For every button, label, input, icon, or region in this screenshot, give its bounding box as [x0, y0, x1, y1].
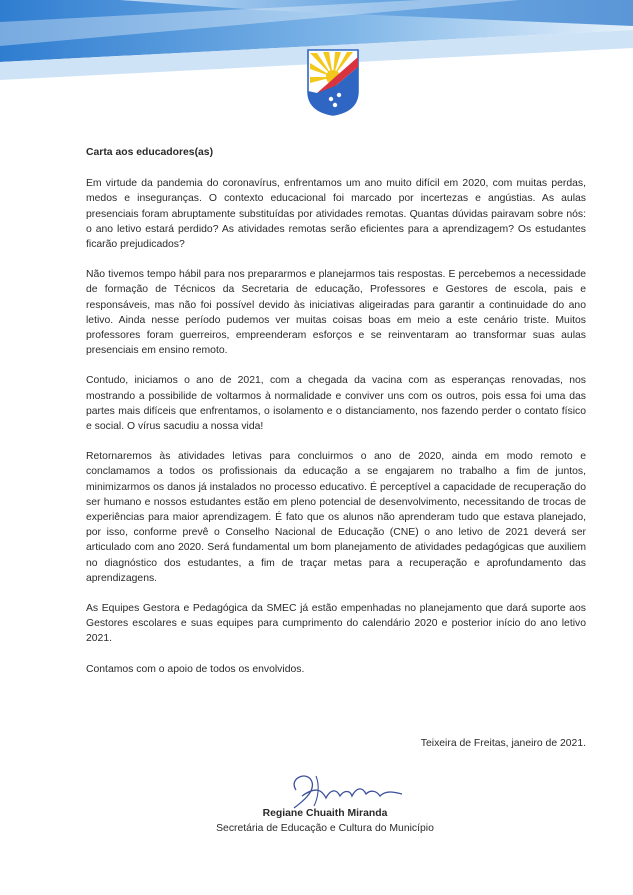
- paragraph-smec-teams: As Equipes Gestora e Pedagógica da SMEC já estão empenhadas no planejamento que dará suporte aos Gestores escolares e suas equipes para cumprimento do calendário 2020 e posterior início do ano letivo 2021.: [86, 603, 586, 645]
- paragraph-pandemic: Em virtude da pandemia do coronavírus, enfrentamos um ano muito difícil em 2020, com muitas perdas, medos e inseguranças. O contexto educacional foi marcado por incertezas e angústias. As aulas presenciais foram abruptamente substituídas por atividades remotas. Quantas dúvidas pairavam sobre nós: o ano letivo estará perdido? As atividades remotas serão eficientes para a aprendizagem? Os estudantes ficarão prejudicados?: [86, 178, 586, 251]
- municipal-crest-icon: [305, 47, 361, 117]
- letter-date: Teixeira de Freitas, janeiro de 2021.: [420, 738, 586, 749]
- paragraph-vaccine: Contudo, iniciamos o ano de 2021, com a chegada da vacina com as esperanças renovadas, nos mostrando a possibilide de voltarmos à normalidade e conviver uns com os outros, pois essa foi uma das partes mais difíceis que enfrentamos, o isolamento e o distanciamento, nos fazendo perder o contato físico e social. O vírus sacudiu a nossa vida!: [86, 375, 586, 433]
- letter-body: [86, 145, 586, 692]
- handwritten-signature: [282, 768, 412, 812]
- paragraph-return: Retornaremos às atividades letivas para concluirmos o ano de 2020, ainda em modo remoto e conclamamos a todos os profissionais da educação a se engajarem no trabalho a fim de juntos, minimizarmos os danos já instalados no processo educativo. É perceptível a capacidade de recuperação do ser humano e nossos estudantes estão em pleno potencial de desenvolvimento, necessitando de trocas de experiências para maior aprendizagem. É fato que os alunos não aprenderam tudo que estava planejado, por isso, conforme prevê o Conselho Nacional de Educação (CNE) o ano letivo de 2021 deverá ser articulado com ano 2020. Será fundamental um bom planejamento de atividades pedagógicas que auxiliem no diagnóstico dos estudantes, a fim de traçar metas para a recuperação e aprofundamento das aprendizagens.: [86, 451, 586, 584]
- signer-role: Secretária de Educação e Cultura do Município: [216, 823, 434, 834]
- letter-heading: Carta aos educadores(as): [86, 147, 214, 158]
- paragraph-no-time: Não tivemos tempo hábil para nos prepararmos e planejarmos tais respostas. E percebemos a necessidade de formação de Técnicos da Secretaria de educação, Professores e Gestores de escola, pais e responsáveis, mas não foi possível devido às iniciativas aligeiradas para garantir a continuidade do ano letivo. Ainda nesse período pudemos ver muitas coisas boas em meio a este cenário triste. Muitos professores foram guerreiros, empreenderam esforços e se reinventaram ao transformar suas aulas presenciais em ensino remoto.: [86, 269, 586, 357]
- paragraph-closing: Contamos com o apoio de todos os envolvidos.: [86, 663, 305, 675]
- signer-name: Regiane Chuaith Miranda: [262, 808, 388, 819]
